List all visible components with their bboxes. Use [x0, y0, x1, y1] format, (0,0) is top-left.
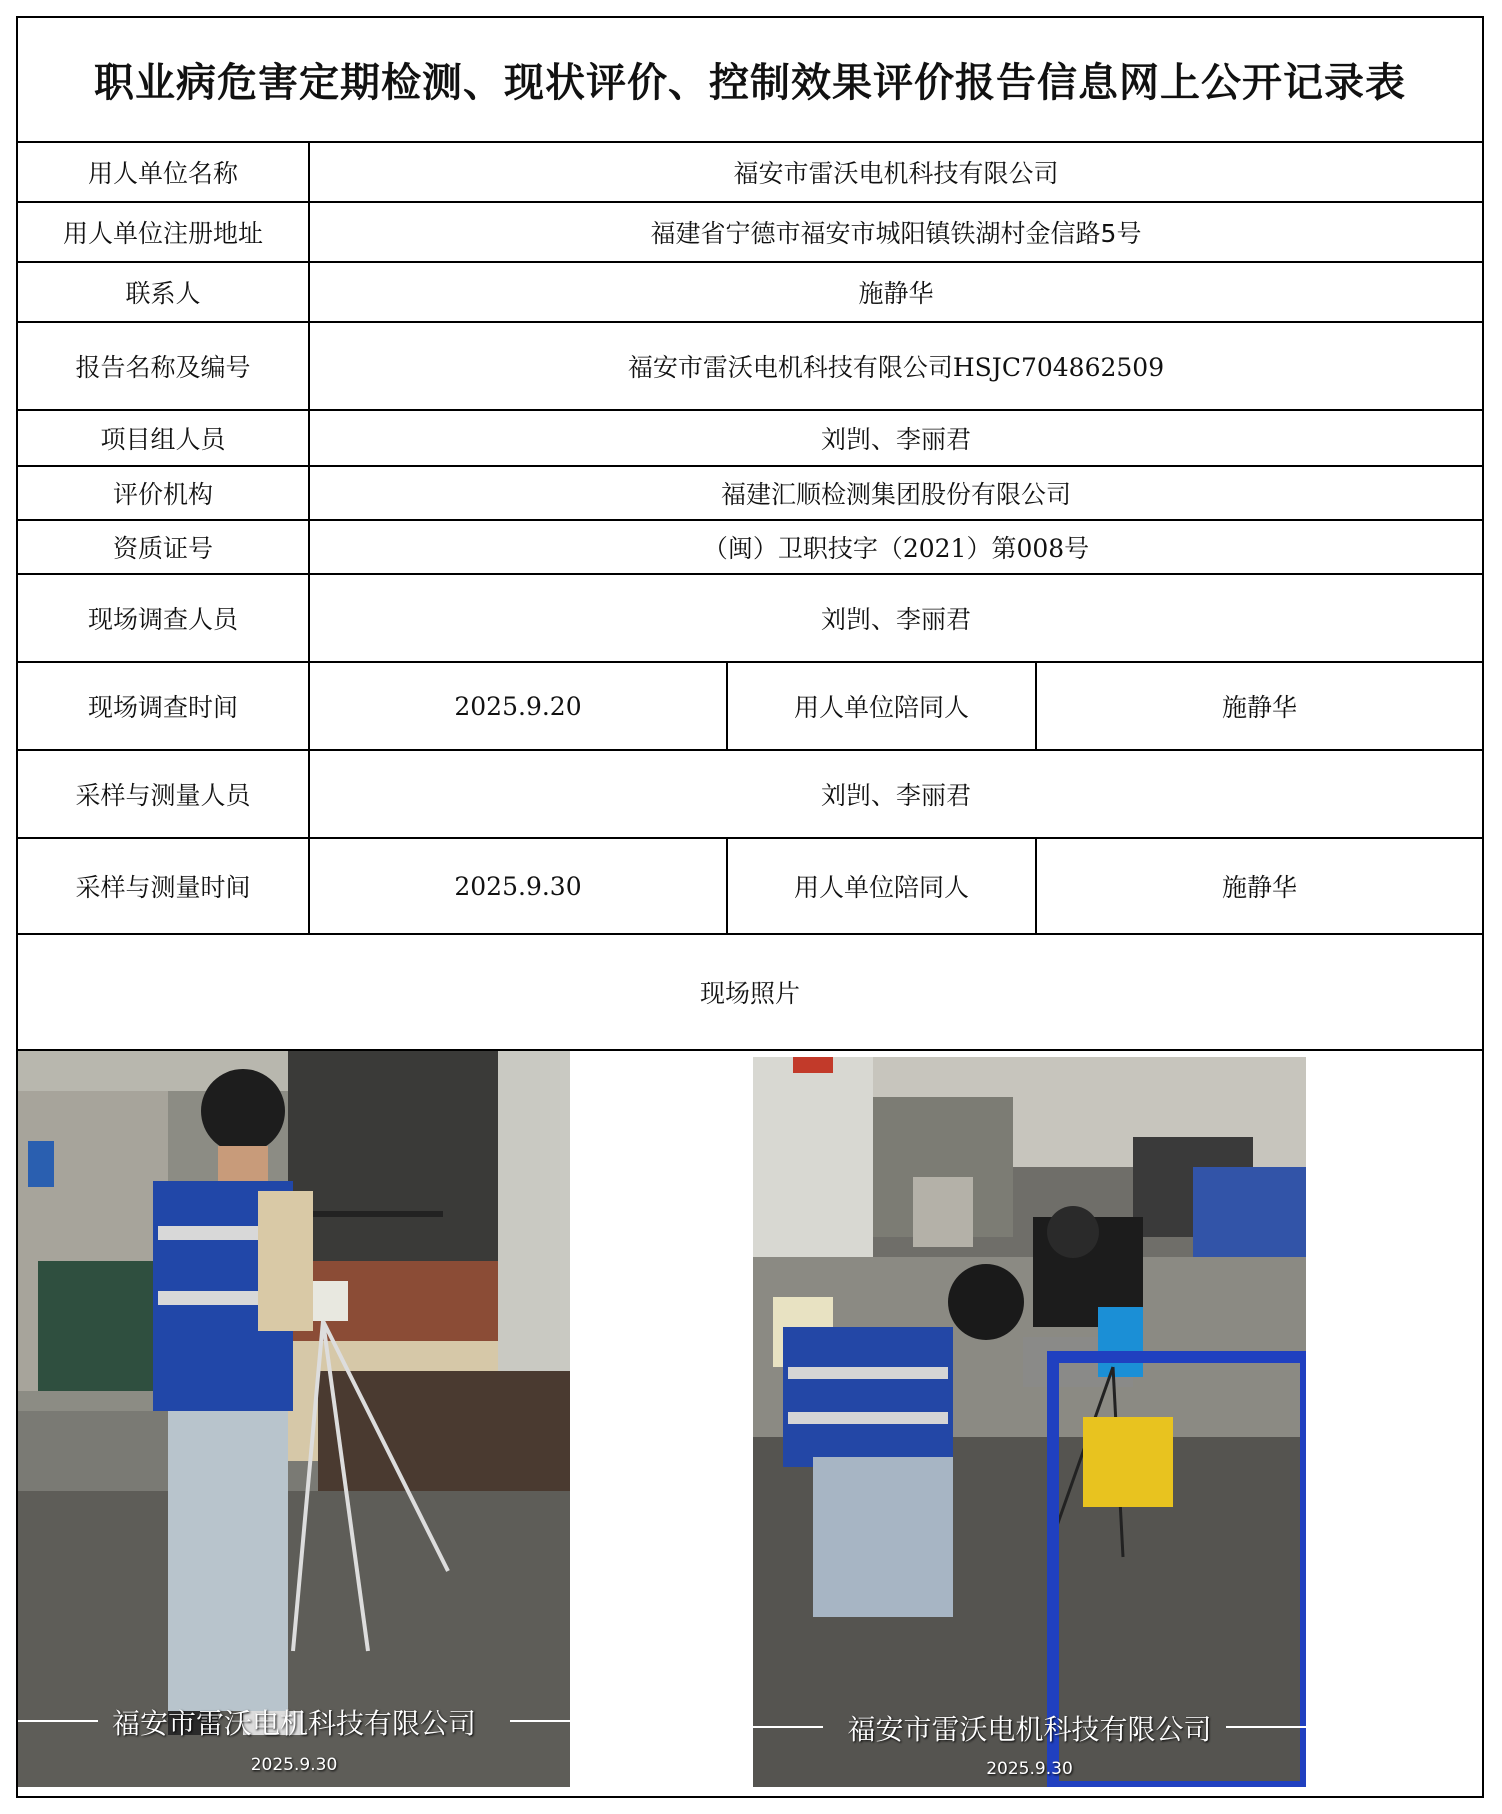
sampling-companion-label: 用人单位陪同人: [728, 839, 1037, 933]
row-employer-name: [18, 143, 1482, 203]
project-team-label: 项目组人员: [18, 411, 310, 465]
watermark-company: 福安市雷沃电机科技有限公司: [111, 1707, 476, 1740]
site-photo-2-image: [753, 1057, 1306, 1787]
sampling-staff-value: 刘剀、李丽君: [820, 781, 971, 810]
report-value: 福安市雷沃电机科技有限公司HSJC704862509: [627, 353, 1165, 382]
photos-header: 现场照片: [18, 935, 1482, 1051]
record-table: [16, 16, 1484, 1798]
row-survey-time: [18, 663, 1482, 751]
survey-time-value: 2025.9.20: [310, 663, 728, 749]
survey-companion-value: 施静华: [1221, 693, 1297, 722]
row-agency: [18, 467, 1482, 521]
survey-companion-label: 用人单位陪同人: [728, 663, 1037, 749]
watermark-date: 2025.9.30: [986, 1759, 1073, 1779]
row-report: [18, 323, 1482, 411]
contact-value: 施静华: [858, 279, 934, 308]
row-project-team: [18, 411, 1482, 467]
employer-address-label: 用人单位注册地址: [18, 203, 310, 261]
site-photo-1-image: [18, 1051, 570, 1787]
site-photo-2: [753, 1057, 1306, 1787]
sampling-staff-label: 采样与测量人员: [18, 751, 310, 837]
photos-area: [18, 1051, 1482, 1790]
project-team-value: 刘剀、李丽君: [820, 425, 971, 454]
page-title: 职业病危害定期检测、现状评价、控制效果评价报告信息网上公开记录表: [18, 18, 1482, 143]
row-sampling-time: [18, 839, 1482, 935]
row-contact: [18, 263, 1482, 323]
certificate-label: 资质证号: [18, 521, 310, 573]
contact-label: 联系人: [18, 263, 310, 321]
employer-name-label: 用人单位名称: [18, 143, 310, 201]
survey-staff-label: 现场调查人员: [18, 575, 310, 661]
survey-time-label: 现场调查时间: [18, 663, 310, 749]
employer-name-value: 福安市雷沃电机科技有限公司: [733, 159, 1059, 188]
sampling-time-label: 采样与测量时间: [18, 839, 310, 933]
row-sampling-staff: [18, 751, 1482, 839]
row-survey-staff: [18, 575, 1482, 663]
survey-staff-value: 刘剀、李丽君: [820, 605, 971, 634]
employer-address-value: 福建省宁德市福安市城阳镇铁湖村金信路5号: [650, 219, 1142, 248]
site-photo-1: [18, 1051, 570, 1787]
row-employer-address: [18, 203, 1482, 263]
agency-label: 评价机构: [18, 467, 310, 519]
watermark-company: 福安市雷沃电机科技有限公司: [847, 1713, 1212, 1746]
report-label: 报告名称及编号: [18, 323, 310, 409]
certificate-value: （闽）卫职技字（2021）第008号: [702, 534, 1090, 563]
row-certificate: [18, 521, 1482, 575]
sampling-time-value: 2025.9.30: [310, 839, 728, 933]
watermark-date: 2025.9.30: [250, 1755, 338, 1775]
agency-value: 福建汇顺检测集团股份有限公司: [720, 480, 1071, 509]
sampling-companion-value: 施静华: [1221, 873, 1297, 902]
